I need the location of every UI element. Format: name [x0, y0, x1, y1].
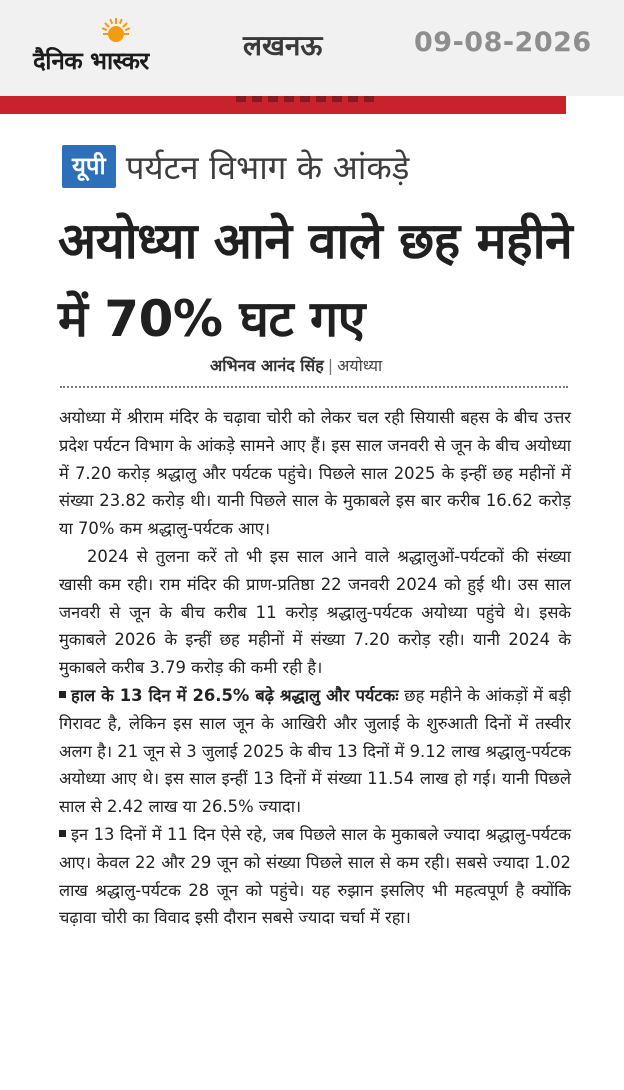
- publication-logo[interactable]: [33, 18, 203, 78]
- divider: [60, 386, 568, 388]
- bullet-heading: हाल के 13 दिन में 26.5% बढ़े श्रद्धालु और पर्यटकः: [71, 685, 399, 705]
- epaper-header: [0, 0, 624, 96]
- bullet-paragraph: [59, 821, 571, 932]
- kicker-text: पर्यटन विभाग के आंकड़े: [125, 148, 410, 187]
- bullet-text: छह महीने के आंकड़ों में बड़ी गिरावट है, लेकिन इस साल जून के आखिरी और जुलाई के शुरुआती दिनों में तस्वीर अलग है। 21 जून से 3 जुलाई 2025 के बीच 13 दिनों में 9.12 लाख श्रद्धालु-पर्यटक अयोध्या आए थे। इस साल इन्हीं 13 दिनों में संख्या 11.54 लाख हो गई। यानी पिछले साल से 2.42 लाख या 26.5% ज्यादा।: [59, 685, 571, 817]
- strip-text-fragment: [236, 96, 376, 102]
- dateline-location: अयोध्या: [337, 356, 383, 375]
- kicker: [62, 144, 409, 192]
- article-body: [59, 404, 571, 932]
- section-strip: [0, 96, 566, 114]
- paragraph: 2024 से तुलना करें तो भी इस साल आने वाले श्रद्धालुओं-पर्यटकों की संख्या खासी कम रही। राम मंदिर की प्राण-प्रतिष्ठा 22 जनवरी 2024 को हुई थी। उस साल जनवरी से जून के बीच करीब 11 करोड़ श्रद्धालु-पर्यटक अयोध्या पहुंचे थे। इसके मुकाबले 2026 के इन्हीं छह महीनों में संख्या 7.20 करोड़ रही। यानी 2024 के मुकाबले करीब 3.79 करोड़ की कमी रही है।: [59, 546, 571, 678]
- logo-wordmark: दैनिक भास्कर: [33, 47, 149, 75]
- paragraph: अयोध्या में श्रीराम मंदिर के चढ़ावा चोरी को लेकर चल रही सियासी बहस के बीच उत्तर प्रदेश पर्यटन विभाग के आंकड़े सामने आए हैं। इस साल जनवरी से जून के बीच अयोध्या में 7.20 करोड़ श्रद्धालु और पर्यटक पहुंचे। पिछले साल 2025 के इन्हीं छह महीनों में संख्या 23.82 करोड़ थी। यानी पिछले साल के मुकाबले इस बार करीब 16.62 करोड़ या 70% कम श्रद्धालु-पर्यटक आए।: [59, 408, 571, 539]
- state-badge: यूपी: [62, 145, 116, 188]
- bullet-text: इन 13 दिनों में 11 दिन ऐसे रहे, जब पिछले साल के मुकाबले ज्यादा श्रद्धालु-पर्यटक आए। केवल 22 और 29 जून को संख्या पिछले साल से कम रही। सबसे ज्यादा 1.02 लाख श्रद्धालु-पर्यटक 28 जून को पहुंचे। यह रुझान इसलिए भी महत्वपूर्ण है क्योंकि चढ़ावा चोरी का विवाद इसी दौरान सबसे ज्यादा चर्चा में रहा।: [59, 824, 571, 928]
- news-article: [0, 114, 624, 1090]
- bullet-square-icon: [59, 691, 66, 698]
- edition-city[interactable]: लखनऊ: [243, 29, 323, 62]
- byline-separator: |: [327, 356, 334, 375]
- bullet-paragraph: [59, 682, 571, 821]
- edition-date[interactable]: 09-08-2026: [414, 27, 592, 58]
- author-name: अभिनव आनंद सिंह: [210, 356, 324, 375]
- bullet-square-icon: [59, 830, 66, 837]
- headline: अयोध्या आने वाले छह महीने में 70% घट गए: [58, 212, 573, 348]
- byline: [210, 354, 382, 376]
